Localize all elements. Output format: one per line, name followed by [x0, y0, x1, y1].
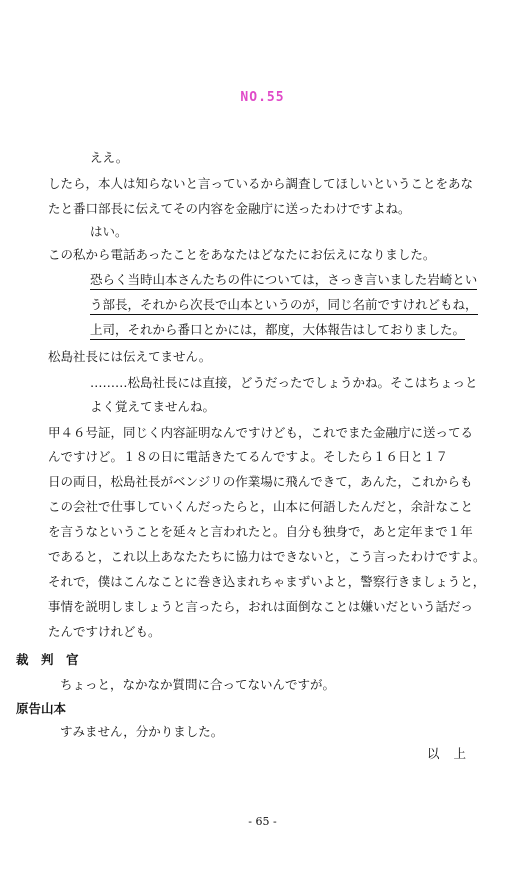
transcript-line: を言うなということを延々と言われたと。自分も独身で，あと定年まで１年 — [48, 524, 473, 539]
transcript-line: ………松島社長には直接，どうだったでしょうかね。そこはちょっと — [90, 375, 478, 390]
transcript-line: 日の両日，松島社長がベンジリの作業場に飛んできて，あんた，これからも — [48, 474, 473, 489]
transcript-line: 松島社長には伝えてません。 — [48, 349, 212, 364]
transcript-line: この会社で仕事していくんだったらと，山本に何語したんだと，余計なこと — [48, 499, 474, 514]
underlined-answer-line: う部長，それから次長で山本というのが，同じ名前ですけれどもね， — [90, 297, 478, 315]
transcript-line: したら，本人は知らないと言っているから調査してほしいということをあな — [48, 176, 474, 191]
transcript-line: ええ。 — [90, 150, 129, 165]
transcript-line: はい。 — [90, 224, 128, 239]
transcript-line: 甲４６号証，同じく内容証明なんですけども，これでまた金融庁に送ってる — [48, 425, 474, 440]
transcript-line: よく覚えてませんね。 — [90, 399, 216, 414]
transcript-line: んですけど。１８の日に電話きたてるんですよ。そしたら１６日と１７ — [48, 449, 449, 464]
page-number: - 65 - — [248, 815, 277, 828]
closing-mark: 以上 — [427, 746, 481, 761]
transcript-line: それで，僕はこんなことに巻き込まれちゃまずいよと，警察行きましょうと， — [48, 574, 486, 589]
transcript-line: たんですけれども。 — [48, 624, 161, 639]
transcript-line: 事情を説明しましょうと言ったら，おれは面倒なことは嫌いだという話だっ — [48, 599, 474, 614]
underlined-answer-line: 上司，それから番口とかには，都度，大体報告はしておりました。 — [90, 322, 465, 340]
underlined-answer-line: 恐らく当時山本さんたちの件については，さっき言いました岩崎とい — [90, 272, 477, 290]
document-number: NO.55 — [240, 90, 285, 105]
transcript-line: たと番口部長に伝えてその内容を金融庁に送ったわけですよね。 — [48, 201, 411, 216]
transcript-line: であると，これ以上あなたたちに協力はできないと，こう言ったわけですよ。 — [48, 549, 486, 564]
plaintiff-statement: すみません，分かりました。 — [60, 724, 224, 739]
transcript-line: この私から電話あったことをあなたはどなたにお伝えになりました。 — [48, 247, 436, 262]
speaker-label-judge: 裁 判 官 — [16, 652, 79, 667]
judge-statement: ちょっと，なかなか質問に合ってないんですが。 — [60, 677, 336, 692]
speaker-label-plaintiff: 原告山本 — [16, 701, 67, 716]
